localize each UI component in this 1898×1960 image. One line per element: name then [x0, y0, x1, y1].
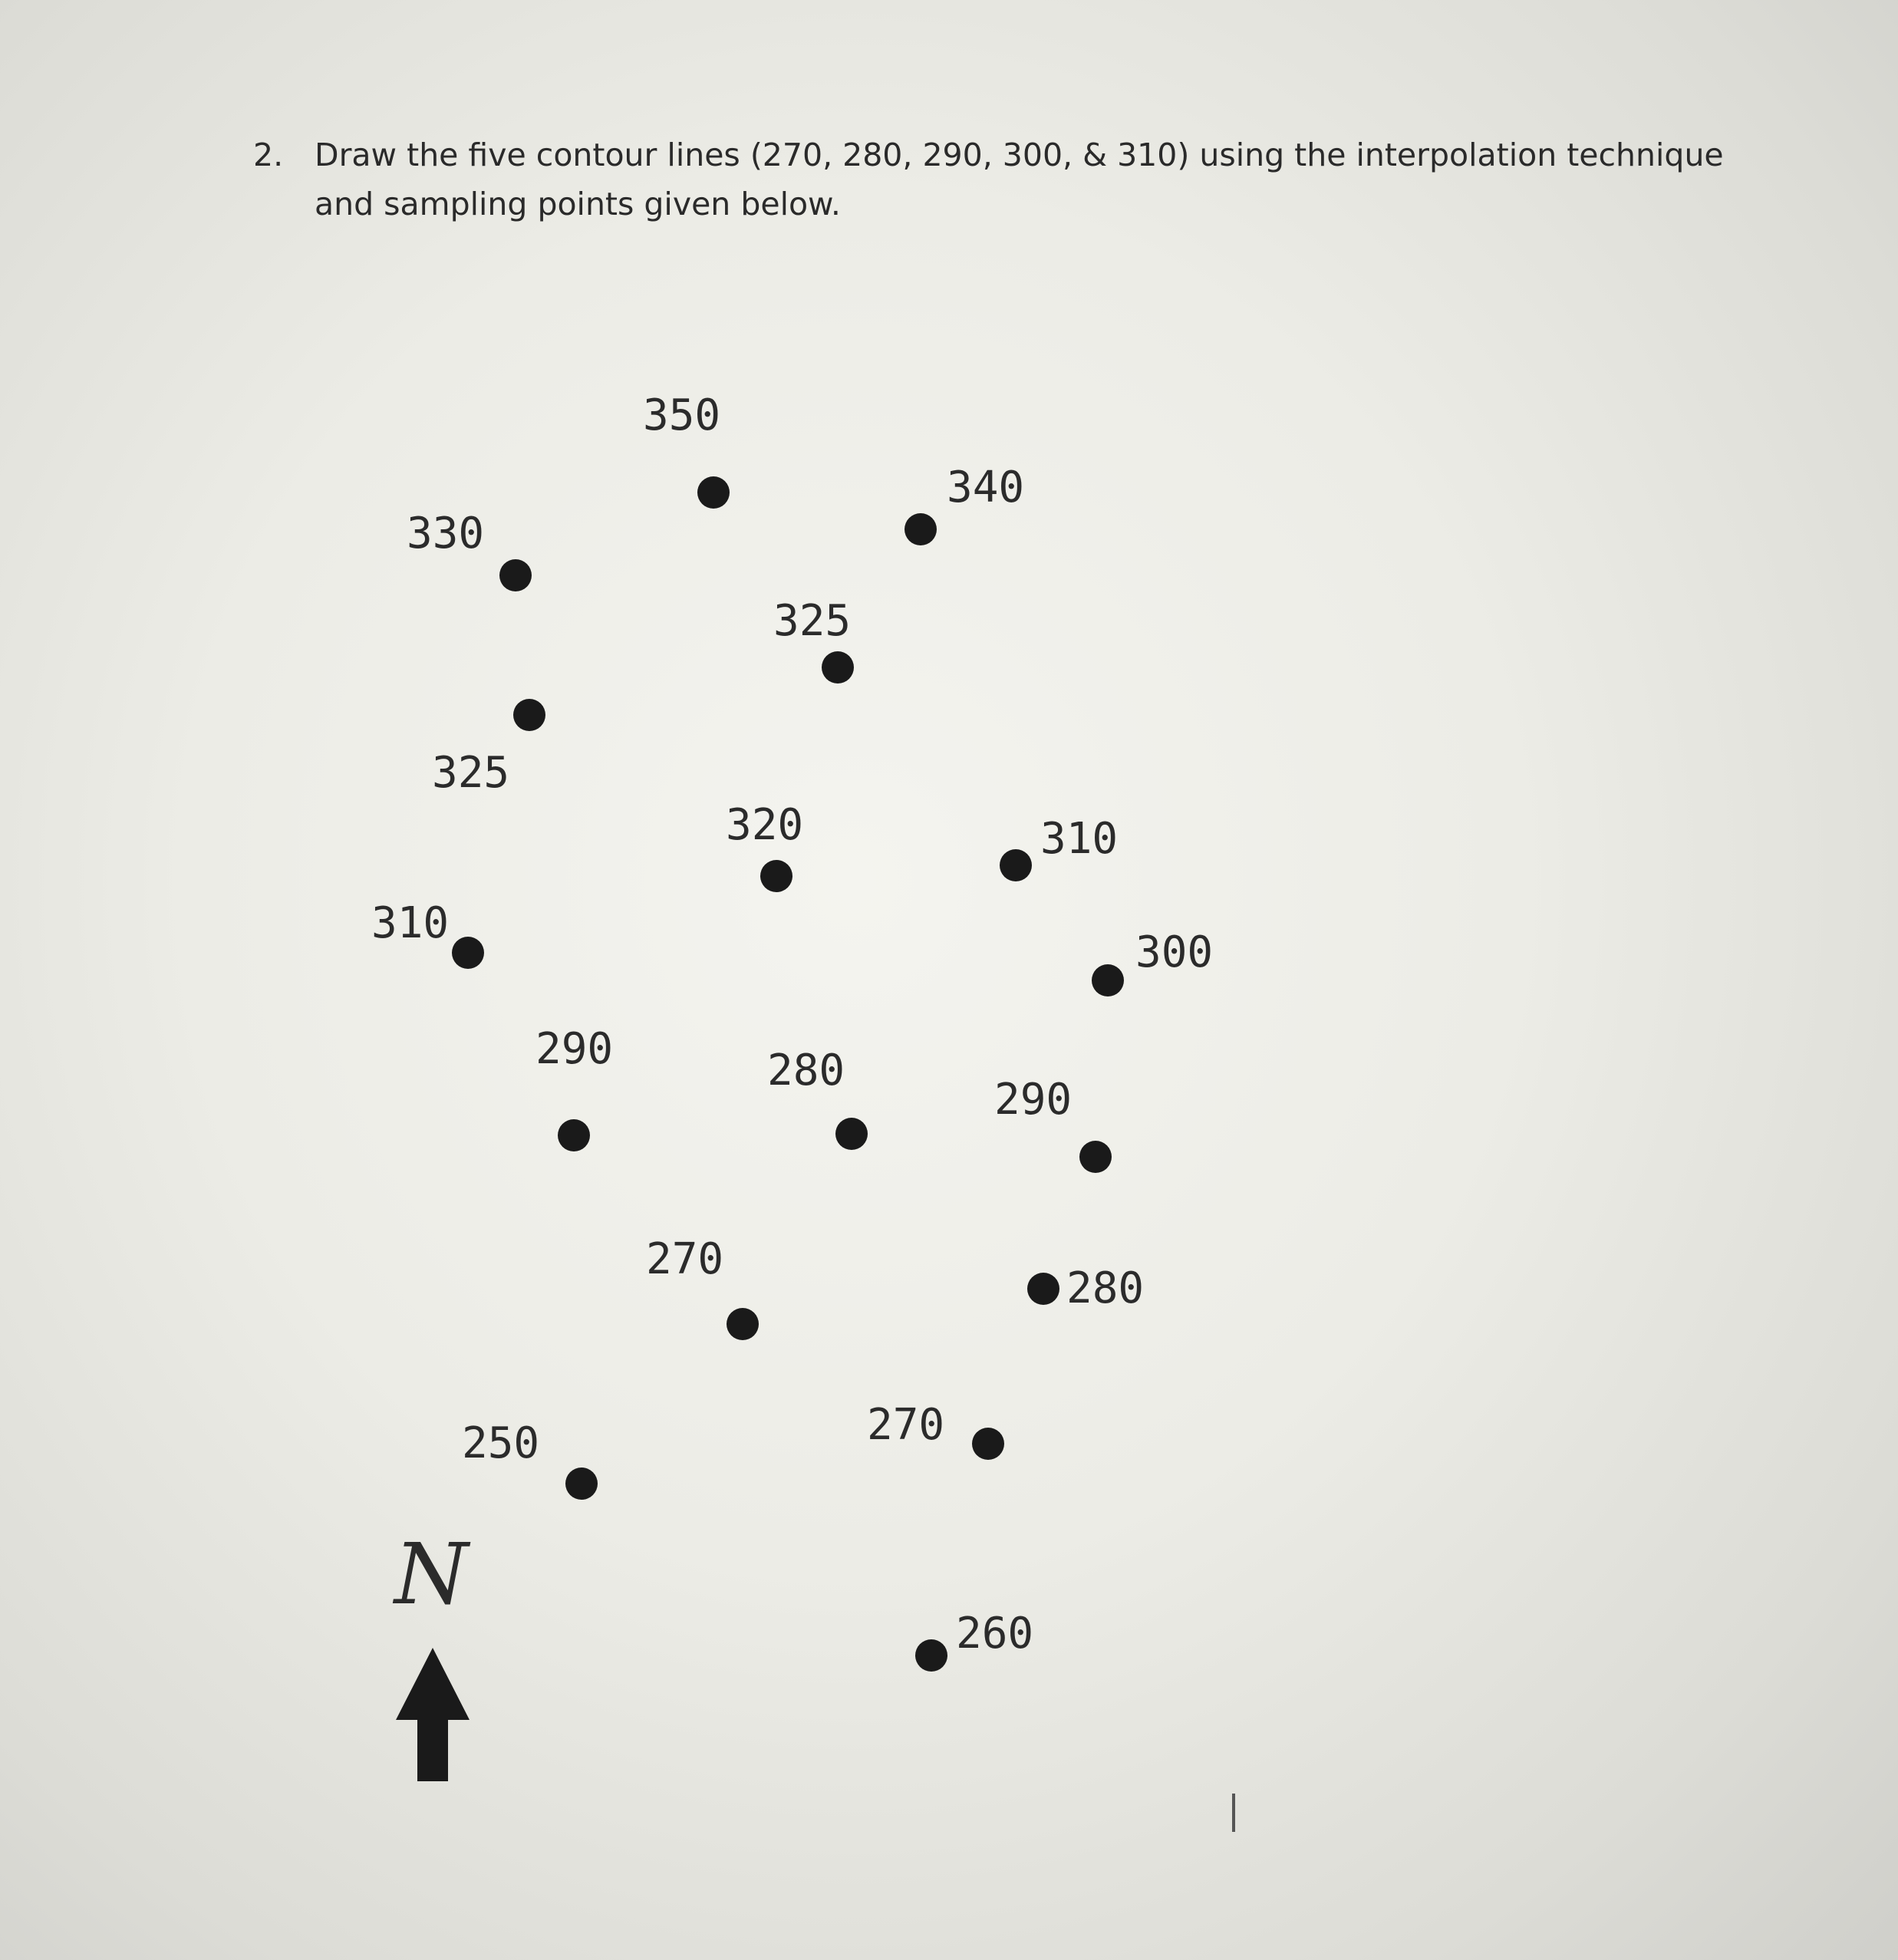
point-dot	[565, 1468, 598, 1500]
point-350	[643, 390, 730, 509]
point-label: 270	[646, 1234, 724, 1284]
point-290-east	[994, 1075, 1112, 1173]
point-270-east	[867, 1400, 1004, 1460]
point-label: 280	[767, 1046, 845, 1095]
point-280-east	[1027, 1263, 1144, 1313]
point-340	[905, 463, 1024, 545]
point-270-center	[646, 1234, 759, 1340]
point-dot	[452, 937, 484, 969]
point-dot	[822, 651, 854, 684]
point-290-west	[535, 1024, 613, 1151]
point-dot	[1079, 1141, 1112, 1173]
point-label: 340	[947, 463, 1025, 512]
point-label: 290	[535, 1024, 614, 1074]
point-260	[915, 1609, 1033, 1672]
point-dot	[1027, 1273, 1059, 1305]
point-250	[462, 1418, 598, 1500]
point-label: 310	[371, 898, 450, 948]
point-dot	[972, 1428, 1004, 1460]
point-310-west	[371, 898, 484, 969]
point-label: 310	[1040, 814, 1119, 864]
text-cursor	[1232, 1794, 1235, 1832]
north-label: N	[394, 1525, 469, 1623]
point-label: 300	[1135, 927, 1214, 977]
point-label: 330	[407, 509, 485, 558]
point-label: 325	[432, 748, 510, 798]
north-indicator	[392, 1525, 471, 1781]
point-dot	[905, 513, 937, 545]
point-325-center	[773, 596, 854, 684]
point-310-east	[1000, 814, 1118, 881]
point-dot	[499, 559, 532, 591]
point-dot	[558, 1119, 590, 1151]
point-label: 270	[867, 1400, 945, 1450]
question-number: 2.	[253, 137, 284, 173]
point-dot	[727, 1308, 759, 1340]
point-dot	[1092, 964, 1124, 996]
point-label: 350	[643, 390, 721, 440]
point-dot	[915, 1639, 947, 1672]
point-dot	[835, 1118, 868, 1150]
question-text: Draw the five contour lines (270, 280, 290, 300, & 310) using the interpolation technique and sampling points given below.	[315, 137, 1724, 222]
point-300	[1092, 927, 1213, 996]
point-label: 290	[994, 1075, 1073, 1125]
point-label: 320	[726, 800, 804, 850]
point-label: 260	[956, 1609, 1034, 1659]
point-330	[407, 509, 532, 591]
north-arrow-icon	[396, 1648, 470, 1781]
point-label: 280	[1066, 1263, 1145, 1313]
point-dot	[697, 476, 730, 509]
point-label: 325	[773, 596, 852, 646]
point-label: 250	[462, 1418, 540, 1468]
point-325-west	[432, 699, 545, 798]
point-dot	[1000, 849, 1032, 881]
point-dot	[513, 699, 545, 731]
point-320	[726, 800, 803, 892]
point-dot	[760, 860, 792, 892]
point-280-center	[767, 1046, 868, 1150]
